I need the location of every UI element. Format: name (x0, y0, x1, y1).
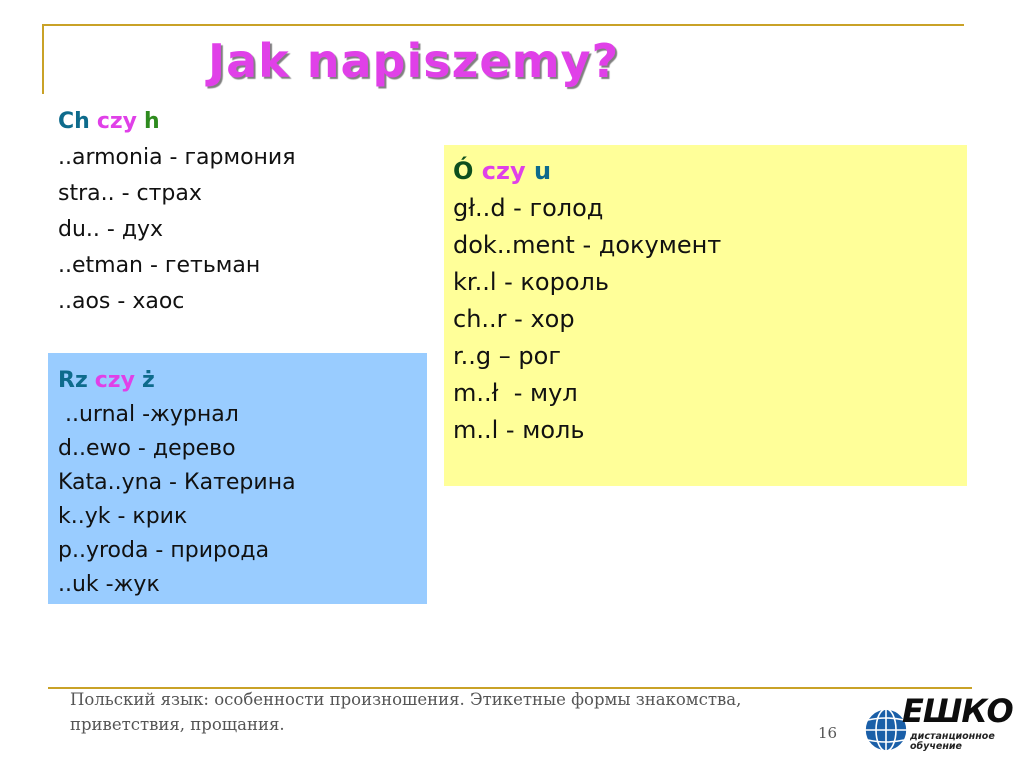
word-row: ..etman - гетьман (58, 253, 261, 278)
rz-z-section (58, 364, 296, 602)
frame-top-line (42, 24, 964, 26)
rz-z-box (48, 353, 427, 604)
heading-czy: czy (481, 157, 526, 185)
word-row: d..ewo - дерево (58, 436, 236, 461)
word-row: ..uk -жук (58, 572, 160, 597)
heading-rz: Rz (58, 368, 88, 393)
footer-line-1: Польский язык: особенности произношения. Этикетные формы знакомства, (70, 690, 742, 709)
word-row: ..urnal -журнал (58, 402, 239, 427)
word-row: Kata..yna - Катерина (58, 470, 296, 495)
heading-o: Ó (453, 157, 474, 185)
word-row: dok..ment - документ (453, 231, 722, 259)
footer-caption (70, 687, 850, 737)
eshko-logo (862, 694, 1012, 758)
footer-line-2: приветствия, прощания. (70, 715, 285, 734)
word-row: p..yroda - природа (58, 538, 270, 563)
word-row: k..yk - крик (58, 504, 188, 529)
logo-name: ЕШКО (902, 692, 1013, 730)
word-row: stra.. - страх (58, 181, 202, 206)
word-row: m..l - моль (453, 416, 585, 444)
word-row: du.. - дух (58, 217, 164, 242)
word-row: m..ł - мул (453, 379, 578, 407)
page-number: 16 (818, 724, 838, 742)
frame-left-line (42, 24, 44, 94)
o-u-section (453, 153, 721, 449)
heading-czy: czy (96, 109, 137, 134)
word-row: ..aos - хаос (58, 289, 185, 314)
ch-h-section (58, 104, 295, 320)
ch-h-heading (58, 104, 295, 140)
slide-title: Jak napiszemy? (208, 34, 620, 88)
logo-subtitle (910, 732, 995, 752)
heading-h: h (144, 109, 160, 134)
word-row: r..g – рог (453, 342, 561, 370)
o-u-heading (453, 153, 721, 190)
logo-sub-line-1: дистанционное (910, 731, 995, 742)
heading-z: ż (141, 368, 155, 393)
heading-u: u (533, 157, 552, 185)
logo-sub-line-2: обучение (910, 741, 962, 752)
heading-ch: Ch (58, 109, 90, 134)
word-row: ch..r - хор (453, 305, 575, 333)
word-row: ..armonia - гармония (58, 145, 296, 170)
heading-czy: czy (94, 368, 135, 393)
o-u-box (444, 145, 967, 486)
word-row: kr..l - король (453, 268, 609, 296)
rz-z-heading (58, 364, 296, 398)
word-row: gł..d - голод (453, 194, 604, 222)
